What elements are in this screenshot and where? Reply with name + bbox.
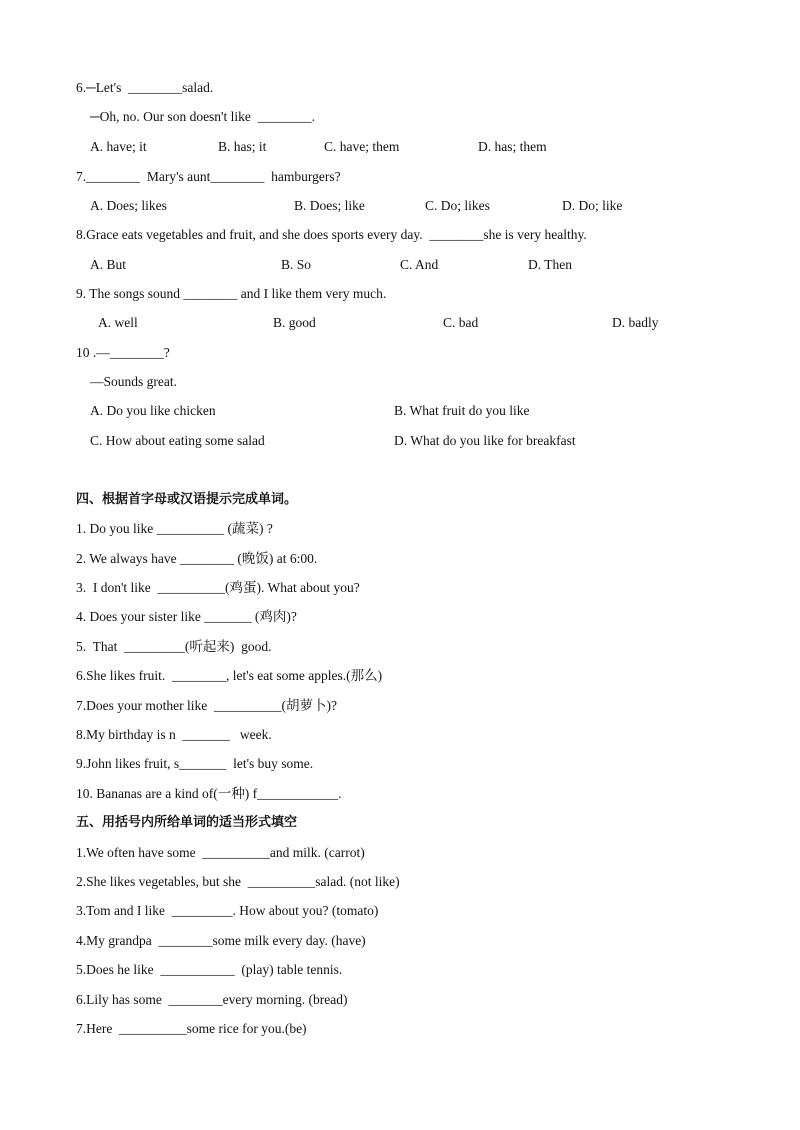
q8-option-c: C. And <box>400 257 439 272</box>
section-5-item: 2.She likes vegetables, but she __________salad. (not like) <box>76 874 400 889</box>
q10-option-c: C. How about eating some salad <box>90 433 265 448</box>
q7-option-a: A. Does; likes <box>90 198 167 213</box>
q10-stem: 10 .—________? <box>76 345 170 360</box>
section-5-item: 7.Here __________some rice for you.(be) <box>76 1021 307 1036</box>
section-4-item: 7.Does your mother like __________(胡萝卜)? <box>76 698 337 713</box>
section-4-item: 9.John likes fruit, s_______ let's buy some. <box>76 756 314 771</box>
q6-option-d: D. has; them <box>478 139 547 154</box>
q9-stem: 9. The songs sound ________ and I like them very much. <box>76 286 387 301</box>
q10-option-d: D. What do you like for breakfast <box>394 433 576 448</box>
section-4-item: 1. Do you like __________ (蔬菜) ? <box>76 521 273 536</box>
q9-option-b: B. good <box>273 315 316 330</box>
q9-option-c: C. bad <box>443 315 479 330</box>
section-4-item: 6.She likes fruit. ________, let's eat some apples.(那么) <box>76 668 383 683</box>
section-5-item: 1.We often have some __________and milk. (carrot) <box>76 845 365 860</box>
q7-option-b: B. Does; like <box>294 198 365 213</box>
q8-stem: 8.Grace eats vegetables and fruit, and she does sports every day. ________she is very healthy. <box>76 227 587 242</box>
q8-option-d: D. Then <box>528 257 572 272</box>
section-5-item: 4.My grandpa ________some milk every day. (have) <box>76 933 366 948</box>
q6-option-b: B. has; it <box>218 139 267 154</box>
section-5-item: 6.Lily has some ________every morning. (bread) <box>76 992 348 1007</box>
q6-response: ─Oh, no. Our son doesn't like ________. <box>90 109 315 124</box>
q6-stem: 6.─Let's ________salad. <box>76 80 214 95</box>
section-4-heading: 四、根据首字母或汉语提示完成单词。 <box>76 492 298 507</box>
section-4-item: 3. I don't like __________(鸡蛋). What about you? <box>76 580 360 595</box>
q9-option-d: D. badly <box>612 315 659 330</box>
q10-option-a: A. Do you like chicken <box>90 403 216 418</box>
section-5-item: 5.Does he like ___________ (play) table tennis. <box>76 962 343 977</box>
q6-option-a: A. have; it <box>90 139 147 154</box>
q7-option-d: D. Do; like <box>562 198 623 213</box>
q9-option-a: A. well <box>98 315 138 330</box>
section-4-item: 4. Does your sister like _______ (鸡肉)? <box>76 609 297 624</box>
q8-option-b: B. So <box>281 257 312 272</box>
q6-option-c: C. have; them <box>324 139 400 154</box>
section-4-item: 2. We always have ________ (晚饭) at 6:00. <box>76 551 318 566</box>
q10-response: —Sounds great. <box>90 374 177 389</box>
q7-option-c: C. Do; likes <box>425 198 490 213</box>
q10-option-b: B. What fruit do you like <box>394 403 530 418</box>
section-4-item: 5. That _________(听起来) good. <box>76 639 272 654</box>
q7-stem: 7.________ Mary's aunt________ hamburgers? <box>76 169 341 184</box>
q8-option-a: A. But <box>90 257 127 272</box>
section-4-item: 10. Bananas are a kind of(一种) f____________. <box>76 786 342 801</box>
section-5-heading: 五、用括号内所给单词的适当形式填空 <box>76 815 298 830</box>
section-4-item: 8.My birthday is n _______ week. <box>76 727 272 742</box>
section-5-item: 3.Tom and I like _________. How about you? (tomato) <box>76 903 379 918</box>
